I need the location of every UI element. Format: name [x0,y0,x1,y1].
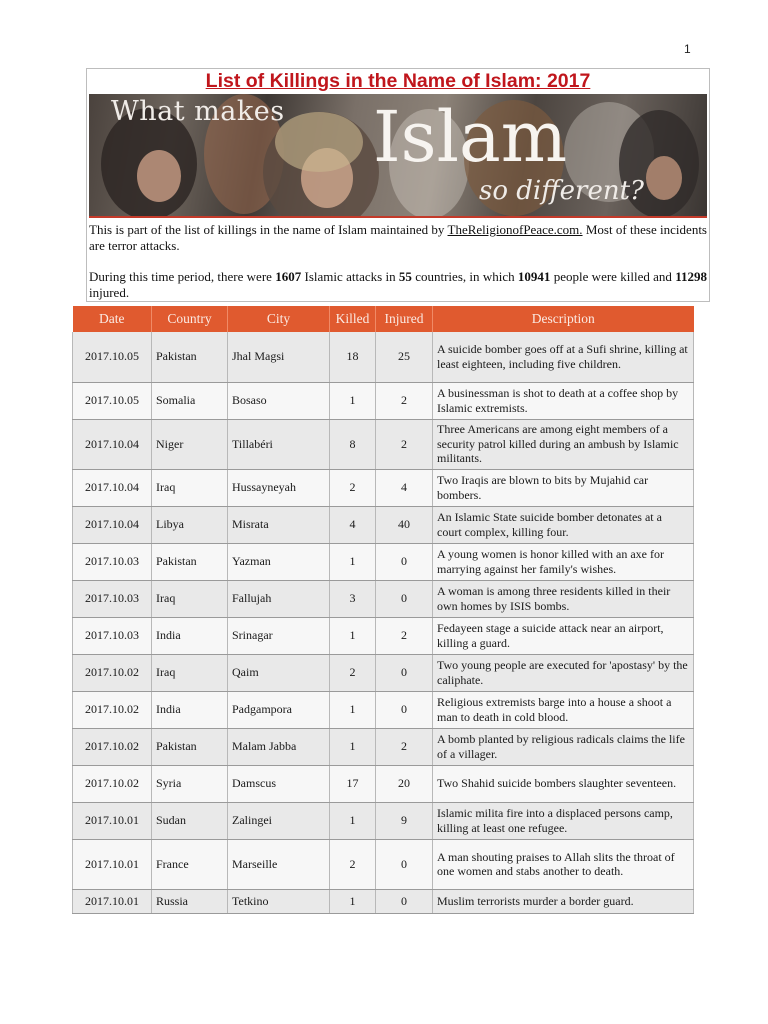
cell-city: Hussayneyah [228,469,330,506]
cell-description: Muslim terrorists murder a border guard. [433,889,694,913]
cell-injured: 0 [376,580,433,617]
intro-paragraph [89,222,707,253]
cell-description: A businessman is shot to death at a coffee shop by Islamic extremists. [433,382,694,419]
cell-date: 2017.10.02 [73,654,152,691]
cell-country: India [152,617,228,654]
cell-injured: 2 [376,382,433,419]
countries-count: 55 [398,269,412,284]
table-row [73,617,694,654]
banner-text-islam: Islam [373,96,568,178]
intro-text-end: Most of these incidents are terror attacks. [89,222,707,253]
cell-killed: 4 [330,506,376,543]
cell-date: 2017.10.02 [73,691,152,728]
cell-country: Iraq [152,469,228,506]
table-header-row [73,306,694,332]
cell-country: Iraq [152,654,228,691]
cell-city: Fallujah [228,580,330,617]
cell-city: Marseille [228,839,330,889]
table-row [73,654,694,691]
page-title: List of Killings in the Name of Islam: 2017 [205,70,591,92]
intro-text: This is part of the list of killings in the name of Islam maintained by [89,222,448,237]
table-row [73,506,694,543]
table-row [73,382,694,419]
cell-killed: 2 [330,839,376,889]
cell-date: 2017.10.03 [73,580,152,617]
table-row [73,580,694,617]
cell-injured: 2 [376,728,433,765]
cell-killed: 1 [330,543,376,580]
cell-city: Malam Jabba [228,728,330,765]
statistics-paragraph [89,269,707,300]
cell-killed: 1 [330,691,376,728]
cell-date: 2017.10.04 [73,419,152,469]
stats-text: people were killed and [550,269,676,284]
cell-description: A man shouting praises to Allah slits the throat of one women and stabs another to death. [433,839,694,889]
cell-killed: 8 [330,419,376,469]
table-row [73,469,694,506]
cell-injured: 9 [376,802,433,839]
incidents-table [72,306,694,914]
cell-country: Libya [152,506,228,543]
cell-date: 2017.10.05 [73,332,152,382]
stats-text: Islamic attacks in [301,269,399,284]
cell-country: Pakistan [152,543,228,580]
cell-country: India [152,691,228,728]
banner-text-what-makes: What makes [111,96,285,127]
cell-date: 2017.10.03 [73,543,152,580]
cell-injured: 0 [376,889,433,913]
cell-description: Two young people are executed for 'apostasy' by the caliphate. [433,654,694,691]
cell-city: Bosaso [228,382,330,419]
header-country: Country [152,306,228,332]
table-row [73,802,694,839]
cell-killed: 3 [330,580,376,617]
cell-country: Somalia [152,382,228,419]
cell-city: Jhal Magsi [228,332,330,382]
cell-city: Damscus [228,765,330,802]
stats-text: countries, in which [411,269,518,284]
cell-injured: 0 [376,543,433,580]
cell-description: A woman is among three residents killed in their own homes by ISIS bombs. [433,580,694,617]
cell-description: A bomb planted by religious radicals claims the life of a villager. [433,728,694,765]
cell-description: Two Iraqis are blown to bits by Mujahid car bombers. [433,469,694,506]
banner-image [89,94,707,218]
cell-city: Misrata [228,506,330,543]
cell-city: Tillabéri [228,419,330,469]
cell-injured: 25 [376,332,433,382]
cell-killed: 1 [330,889,376,913]
table-row [73,839,694,889]
header-killed: Killed [330,306,376,332]
cell-description: An Islamic State suicide bomber detonates at a court complex, killing four. [433,506,694,543]
cell-city: Qaim [228,654,330,691]
table-row [73,691,694,728]
cell-date: 2017.10.05 [73,382,152,419]
cell-killed: 1 [330,382,376,419]
cell-country: France [152,839,228,889]
cell-injured: 2 [376,617,433,654]
cell-description: A young women is honor killed with an axe for marrying against her family's wishes. [433,543,694,580]
cell-killed: 1 [330,728,376,765]
cell-killed: 2 [330,469,376,506]
cell-city: Tetkino [228,889,330,913]
cell-killed: 1 [330,617,376,654]
cell-country: Iraq [152,580,228,617]
stats-text: During this time period, there were [89,269,276,284]
cell-injured: 2 [376,419,433,469]
cell-date: 2017.10.02 [73,765,152,802]
stats-text: injured. [89,284,130,300]
cell-date: 2017.10.04 [73,469,152,506]
cell-description: Fedayeen stage a suicide attack near an airport, killing a guard. [433,617,694,654]
cell-killed: 17 [330,765,376,802]
table-row [73,332,694,382]
cell-injured: 0 [376,839,433,889]
table-row [73,765,694,802]
cell-killed: 2 [330,654,376,691]
cell-description: Islamic milita fire into a displaced persons camp, killing at least one refugee. [433,802,694,839]
header-city: City [228,306,330,332]
table-row [73,889,694,913]
cell-killed: 18 [330,332,376,382]
cell-killed: 1 [330,802,376,839]
attacks-count: 1607 [275,269,302,284]
cell-description: Two Shahid suicide bombers slaughter seventeen. [433,765,694,802]
banner-text-so-different: so different? [479,176,644,206]
cell-injured: 4 [376,469,433,506]
cell-date: 2017.10.04 [73,506,152,543]
cell-date: 2017.10.02 [73,728,152,765]
injured-count: 11298 [675,269,708,284]
cell-description: Three Americans are among eight members of a security patrol killed during an ambush by Islamic militants. [433,419,694,469]
killed-count: 10941 [517,269,551,284]
cell-injured: 40 [376,506,433,543]
cell-country: Syria [152,765,228,802]
cell-date: 2017.10.01 [73,889,152,913]
cell-injured: 20 [376,765,433,802]
religionofpeace-link[interactable]: TheReligionofPeace.com. [447,222,583,237]
cell-injured: 0 [376,691,433,728]
cell-country: Sudan [152,802,228,839]
cell-injured: 0 [376,654,433,691]
cell-country: Pakistan [152,332,228,382]
cell-date: 2017.10.03 [73,617,152,654]
cell-city: Srinagar [228,617,330,654]
table-row [73,728,694,765]
cell-date: 2017.10.01 [73,839,152,889]
header-injured: Injured [376,306,433,332]
cell-description: A suicide bomber goes off at a Sufi shrine, killing at least eighteen, including five children. [433,332,694,382]
table-row [73,419,694,469]
header-date: Date [73,306,152,332]
cell-city: Zalingei [228,802,330,839]
cell-city: Padgampora [228,691,330,728]
cell-country: Pakistan [152,728,228,765]
cell-date: 2017.10.01 [73,802,152,839]
table-row [73,543,694,580]
cell-description: Religious extremists barge into a house a shoot a man to death in cold blood. [433,691,694,728]
cell-country: Russia [152,889,228,913]
cell-country: Niger [152,419,228,469]
header-description: Description [433,306,694,332]
cell-city: Yazman [228,543,330,580]
page-number: 1 [684,42,691,56]
